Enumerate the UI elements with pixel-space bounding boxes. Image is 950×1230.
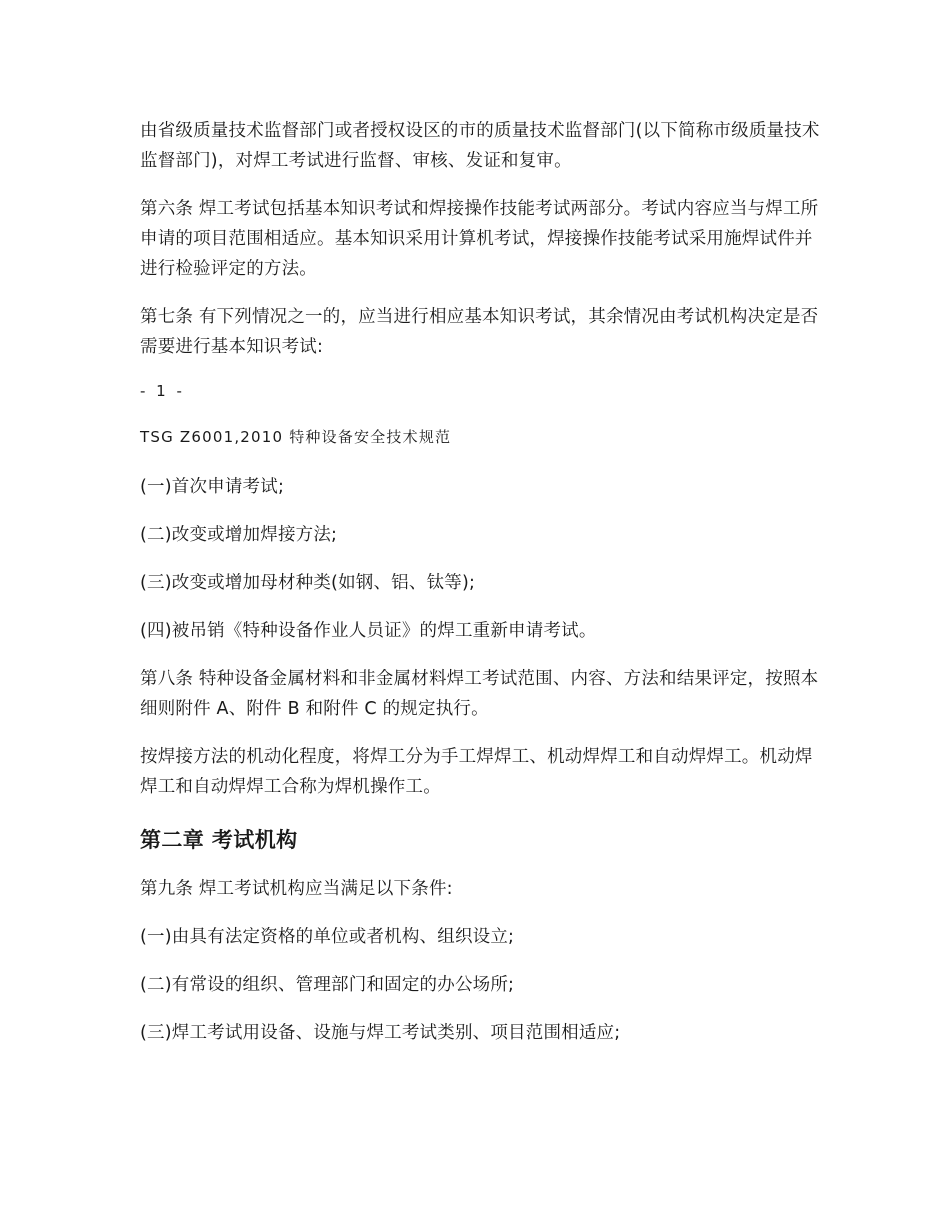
paragraph-article-7: 第七条 有下列情况之一的，应当进行相应基本知识考试，其余情况由考试机构决定是否需要进行基本知识考试: — [140, 307, 819, 357]
paragraph-supervision: 由省级质量技术监督部门或者授权设区的市的质量技术监督部门(以下简称市级质量技术监督部门)，对焊工考试进行监督、审核、发证和复审。 — [140, 121, 820, 171]
list-item: (二)有常设的组织、管理部门和固定的办公场所; — [140, 975, 515, 995]
list-item: (一)首次申请考试; — [140, 477, 285, 497]
paragraph-article-8: 第八条 特种设备金属材料和非金属材料焊工考试范围、内容、方法和结果评定，按照本细则附件 A、附件 B 和附件 C 的规定执行。 — [140, 669, 819, 719]
list-item: (四)被吊销《特种设备作业人员证》的焊工重新申请考试。 — [140, 621, 597, 641]
chapter-heading: 第二章 考试机构 — [140, 828, 298, 852]
paragraph-welder-classification: 按焊接方法的机动化程度，将焊工分为手工焊焊工、机动焊焊工和自动焊焊工。机动焊焊工和自动焊焊工合称为焊机操作工。 — [140, 747, 813, 797]
paragraph-article-9: 第九条 焊工考试机构应当满足以下条件: — [140, 879, 453, 899]
document-page — [140, 116, 830, 1066]
list-item: (三)改变或增加母材种类(如钢、铝、钛等); — [140, 573, 476, 593]
paragraph-article-6: 第六条 焊工考试包括基本知识考试和焊接操作技能考试两部分。考试内容应当与焊工所申请的项目范围相适应。基本知识采用计算机考试，焊接操作技能考试采用施焊试件并进行检验评定的方法。 — [140, 199, 819, 279]
list-item: (二)改变或增加焊接方法; — [140, 525, 338, 545]
page-number: - 1 - — [140, 382, 185, 400]
list-item: (一)由具有法定资格的单位或者机构、组织设立; — [140, 927, 515, 947]
running-header: TSG Z6001,2010 特种设备安全技术规范 — [140, 428, 452, 446]
list-item: (三)焊工考试用设备、设施与焊工考试类别、项目范围相适应; — [140, 1023, 621, 1043]
